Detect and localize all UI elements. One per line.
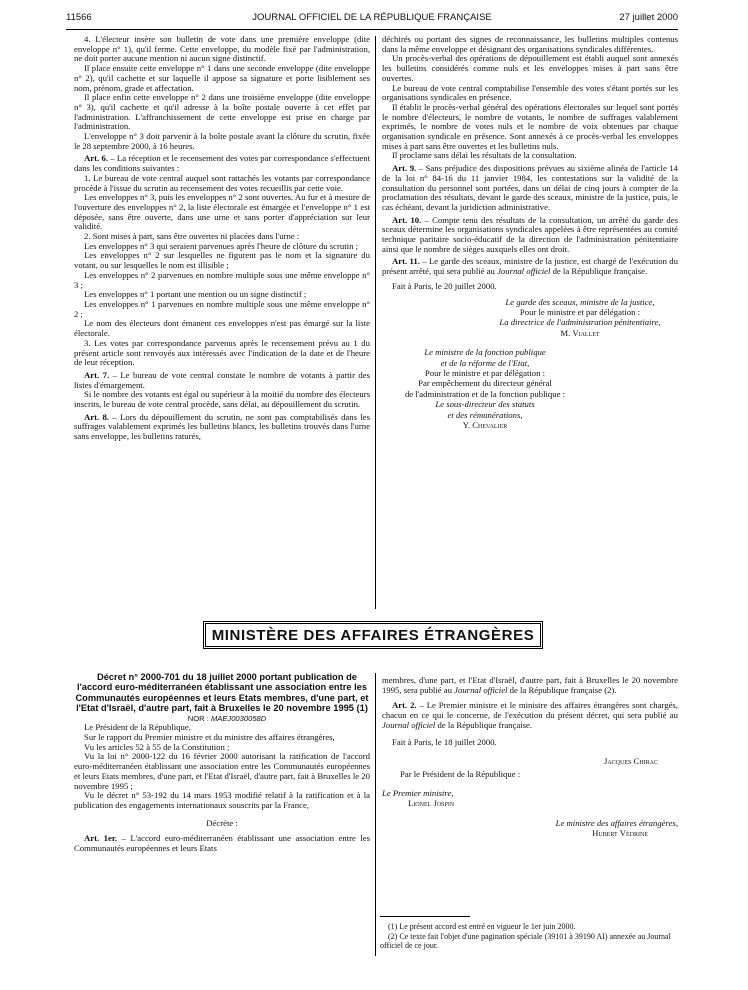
footnote: (1) Le présent accord est entré en vigueur le 1er juin 2000. [388,922,576,931]
nor-label: NOR : [187,713,211,723]
article-text: – Sans préjudice des dispositions prévues au sixième alinéa de l'article 14 de la loi n° 84-16 du 11 janvier 1984, les contestations sur la validité de la consultation du personnel sont portées, dans un délai de cinq jours à compter de la proclamation des résultats, devant le garde des sceaux, ministre de la justice, puis, le cas échéant, devant la juridiction administrative. [382,163,678,212]
paragraph: L'enveloppe n° 3 doit parvenir à la boîte postale avant la clôture du scrutin, fixée le 28 septembre 2000, à 16 heures. [74,131,370,151]
signatory-title: et de la réforme de l'Etat, [440,357,530,368]
article-text: – Compte tenu des résultats de la consultation, un arrêté du garde des sceaux détermine les organisations syndicales appelées à être représentées au comité technique paritaire socio-éducatif de la direction de l'administration pénitentiaire ainsi que le nombre de sièges auxquels elles ont droit. [382,214,678,254]
article-label: Art. 10. [392,214,422,225]
article-label: Art. 8. [84,411,110,422]
signatory-title: Le sous-directeur des statuts [435,399,535,410]
nor-code: MAEJ0030058D [210,713,267,723]
paragraph-text: de la République française (2). [507,684,617,695]
journal-reference: Journal officiel [454,684,508,695]
article-text: – L'accord euro-méditerranéen établissant une association entre les Communautés européennes et leurs Etats [74,833,370,854]
article-text: – Le garde des sceaux, ministre de la justice, est chargé de l'exécution du présent arrêté, qui sera publié au [382,256,678,277]
column-divider [375,36,376,609]
article-label: Art. 2. [392,700,417,711]
paragraph: Le Président de la République, [84,722,191,733]
paragraph: Vu la loi n° 2000-122 du 16 février 2000 autorisant la ratification de l'accord euro-méditerranéen établissant une association entre les Communautés européennes et leurs Etats membres, d'une part, et l'Etat d'Israël, d'autre part, fait à Bruxelles le 20 novembre 1995 ; [74,751,370,791]
article-2 [382,701,678,730]
article-label: Art. 1er. [84,833,118,844]
paragraph: Il place enfin cette enveloppe n° 2 dans une troisième enveloppe (dite enveloppe n° 3), qu'il cachette et qu'il adresse à la boîte postale ouverte à cet effet par l'administration. L'affranchissement de cette enveloppe est prise en charge par l'administration. [74,92,370,132]
header-rule [66,29,678,30]
signatory-name: Lionel Jospin [408,798,455,809]
paragraph: Les enveloppes n° 1 portant une mention ou un signe distinctif ; [84,289,307,300]
paragraph: 1. Le bureau de vote central auquel sont rattachés les votants par correspondance procède à l'issue du scrutin au recensement des votes recueillis par cette voie. [74,172,370,193]
signatory-title: Le Premier ministre, [382,788,454,799]
article-text: – Lors du dépouillement du scrutin, ne sont pas comptabilisés dans les suffrages valablement exprimés les bulletins blancs, les bulletins trouvés dans l'urne sans enveloppe, les bulletins raturés, [74,411,370,442]
signatory-name: M. Viallet [560,327,600,338]
decrete: Décrète : [206,817,238,828]
article-10 [382,216,678,255]
article-1 [74,834,370,853]
article-9 [382,164,678,213]
paragraph: Le nom des électeurs dont émanent ces enveloppes n'est pas émargé sur la liste électorale. [74,318,370,339]
decree-right-column [382,676,678,839]
signatory-name: Y. Chevalier [462,420,508,431]
journal-reference: Journal officiel [382,719,436,730]
signatory-title: et des rémunérations, [447,409,523,420]
article-text: – Le bureau de vote central constate le nombre de votants à partir des listes d'émargement. [74,369,370,390]
paragraph: Les enveloppes n° 1 parvenues en nombre multiple sous une même enveloppe n° 2 ; [74,298,370,319]
ministry-heading: MINISTÈRE DES AFFAIRES ÉTRANGÈRES [203,621,543,649]
article-label: Art. 7. [84,369,110,380]
delegation-note: de l'administration et de la fonction publique : [404,388,566,399]
article-label: Art. 11. [392,256,420,267]
paragraph: Il proclame sans délai les résultats de la consultation. [392,150,577,161]
issue-date: 27 juillet 2000 [619,12,678,23]
journal-title: JOURNAL OFFICIEL DE LA RÉPUBLIQUE FRANÇAISE [252,12,492,23]
decree-title: Décret n° 2000-701 du 18 juillet 2000 portant publication de l'accord euro-méditerranéen établissant une association entre les Communautés européennes et leurs Etats membres, d'une part, et l'Etat d'Israël, d'autre part, fait à Bruxelles le 20 novembre 1995 (1) [75,672,369,714]
upper-left-column [74,35,370,442]
done-at: Fait à Paris, le 20 juillet 2000. [392,280,497,291]
paragraph: Les enveloppes n° 2 sur lesquelles ne figurent pas le nom et la signature du votant, ou sur lesquelles le nom est illisible ; [74,250,370,271]
signatory-title: Le ministre de la fonction publique [424,347,546,358]
decree-left-column [74,672,370,854]
article-text: de la République française. [550,266,648,277]
paragraph: 3. Les votes par correspondance parvenus après le recensement prévu au 1 du présent article sont renvoyés aux intéressés avec l'indication de la date et de l'heure de leur réception. [74,337,370,368]
paragraph: Les enveloppes n° 2 parvenues en nombre multiple sous une même enveloppe n° 3 ; [74,269,370,290]
delegation-note: Pour le ministre et par délégation : [519,306,641,317]
paragraph-text: membres, d'une part, et l'Etat d'Israël, d'autre part, fait à Bruxelles le 20 novembre 1995, sera publié au [382,675,678,695]
paragraph: Sur le rapport du Premier ministre et du ministre des affaires étrangères, [84,732,335,743]
journal-reference: Journal officiel [497,266,551,277]
paragraph: déchirés ou portant des signes de reconnaissance, les bulletins multiples contenus dans la même enveloppe et désignant des organisations syndicales différentes. [382,34,678,54]
paragraph: Les enveloppes n° 3, puis les enveloppes n° 2 sont ouvertes. Au fur et à mesure de l'ouverture des enveloppes n° 2, la liste électorale est émargée et l'enveloppe n° 1 est déposée, sans être ouverte, dans une urne et sans porter d'appréciation sur leur validité. [74,192,370,232]
page-header [66,12,678,26]
signatory-title: Le garde des sceaux, ministre de la justice, [505,296,655,307]
article-text: – Le Premier ministre et le ministre des affaires étrangères sont chargés, chacun en ce qui le concerne, de l'exécution du présent décret, qui sera publié au [382,700,678,721]
footnote-rule [380,916,470,917]
article-7 [74,371,370,390]
signatory-name: Hubert Védrine [592,828,648,839]
paragraph: Il établit le procès-verbal général des opérations électorales sur lequel sont portés le nombre d'électeurs, le nombre de votants, le nombre de suffrages valablement exprimés, le nombre de votes nuls et le nombre de voix obtenues par chaque organisation syndicale en présence. Sont annexés à ce procès-verbal les enveloppes mises à part sans être ouvertes et les bulletins nuls. [382,101,678,151]
signatory-title: Le ministre des affaires étrangères, [555,817,678,828]
paragraph: Vu le décret n° 53-192 du 14 mars 1953 modifié relatif à la ratification et à la publication des engagements internationaux souscrits par la France, [74,790,370,810]
paragraph: Il place ensuite cette enveloppe n° 1 dans une seconde enveloppe (dite enveloppe n° 2), qu'il cachette et sur laquelle il appose sa signature et porte lisiblement ses nom, prénom, grade et affectation. [74,63,370,93]
paragraph: Si le nombre des votants est égal ou supérieur à la moitié du nombre des électeurs inscrits, le bureau de vote central procède, sans délai, au dépouillement du scrutin. [74,389,370,410]
article-6 [74,154,370,173]
article-8 [74,413,370,442]
article-label: Art. 6. [84,153,108,164]
delegation-note: Par le Président de la République : [400,768,521,779]
paragraph [382,676,678,695]
footnote: (2) Ce texte fait l'objet d'une pagination spéciale (39101 à 39190 AI) annexée au Journal officiel de ce jour. [380,931,671,951]
paragraph: Les enveloppes n° 3 qui seraient parvenues après l'heure de clôture du scrutin ; [84,240,359,251]
article-text: de la République française. [435,719,533,730]
article-11 [382,257,678,276]
paragraph: Un procès-verbal des opérations de dépouillement est établi auquel sont annexés les bulletins considérés comme nuls et les enveloppes mises à part sans être ouvertes. [382,53,678,83]
paragraph: 4. L'électeur insère son bulletin de vote dans une première enveloppe (dite enveloppe n° 1), qu'il ferme. Cette enveloppe, du modèle fixé par l'administration, ne doit porter aucune mention ni aucun signe distinctif. [74,34,370,64]
paragraph: Le bureau de vote central comptabilise l'ensemble des votes s'étant portés sur les organisations syndicales en présence. [382,82,678,103]
signatory-title: La directrice de l'administration pénitentiaire, [499,317,661,328]
column-divider [375,673,376,956]
article-text: – La réception et le recensement des votes par correspondance s'effectuent dans les conditions suivantes : [74,153,370,174]
signature-block-justice [382,297,678,339]
delegation-note: Pour le ministre et par délégation : [424,368,546,379]
page-number: 11566 [66,12,92,23]
footnotes [380,922,678,951]
signatory-name: Jacques Chirac [603,756,658,767]
upper-right-column [382,35,678,430]
delegation-note: Par empêchement du directeur général [418,378,552,389]
paragraph: Vu les articles 52 à 55 de la Constitution ; [84,741,230,752]
paragraph: 2. Sont mises à part, sans être ouvertes ni placées dans l'urne : [84,231,300,242]
done-at: Fait à Paris, le 18 juillet 2000. [392,736,497,747]
signature-block-civil-service [382,347,678,430]
article-label: Art. 9. [392,163,417,174]
